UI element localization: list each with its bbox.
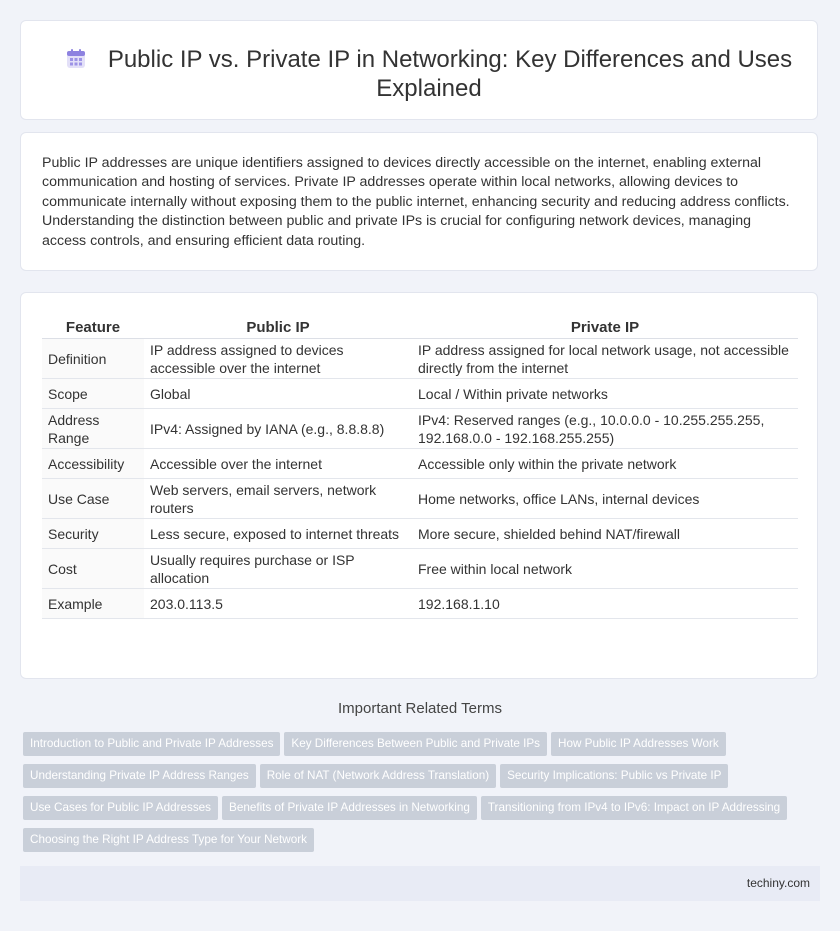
footer-site-link[interactable]: techiny.com — [746, 876, 810, 890]
comparison-table — [42, 314, 798, 619]
private-cell: 192.168.1.10 — [412, 589, 798, 619]
table-row — [42, 589, 798, 619]
calendar-icon — [66, 48, 86, 70]
feature-cell: Address Range — [42, 409, 144, 449]
table-row — [42, 519, 798, 549]
private-cell: IP address assigned for local network usage, not accessible directly from the internet — [412, 339, 798, 379]
feature-cell: Accessibility — [42, 449, 144, 479]
public-cell: Global — [144, 379, 412, 409]
related-term-link[interactable]: Understanding Private IP Address Ranges — [23, 764, 256, 788]
public-cell: Accessible over the internet — [144, 449, 412, 479]
public-cell: Web servers, email servers, network routers — [144, 479, 412, 519]
feature-cell: Use Case — [42, 479, 144, 519]
page-title-wrap — [61, 45, 797, 103]
related-term-link[interactable]: Transitioning from IPv4 to IPv6: Impact on IP Addressing — [481, 796, 787, 820]
header-feature: Feature — [42, 314, 144, 339]
private-cell: Local / Within private networks — [412, 379, 798, 409]
table-row — [42, 339, 798, 379]
intro-paragraph: Public IP addresses are unique identifiers assigned to devices directly accessible on the internet, enabling external communication and hosting of services. Private IP addresses operate within local networks, allowing devices to communicate internally without exposing them to the public internet, enhancing security and reducing address conflicts. Understanding the distinction between public and private IPs is crucial for configuring network devices, managing access controls, and ensuring efficient data routing. — [42, 155, 790, 249]
feature-cell: Security — [42, 519, 144, 549]
related-terms-title: Important Related Terms — [338, 700, 502, 717]
private-cell: Home networks, office LANs, internal devices — [412, 479, 798, 519]
table-header-row — [42, 314, 798, 339]
comparison-card — [20, 292, 818, 679]
feature-cell: Definition — [42, 339, 144, 379]
private-cell: More secure, shielded behind NAT/firewall — [412, 519, 798, 549]
feature-cell: Cost — [42, 549, 144, 589]
related-term-link[interactable]: Key Differences Between Public and Private IPs — [284, 732, 547, 756]
related-term-link[interactable]: Security Implications: Public vs Private IP — [500, 764, 728, 788]
table-row — [42, 379, 798, 409]
public-cell: 203.0.113.5 — [144, 589, 412, 619]
related-terms-list — [23, 732, 823, 860]
private-cell: Free within local network — [412, 549, 798, 589]
related-term-link[interactable]: Introduction to Public and Private IP Addresses — [23, 732, 280, 756]
private-cell: Accessible only within the private network — [412, 449, 798, 479]
table-row — [42, 549, 798, 589]
table-row — [42, 449, 798, 479]
header-card — [20, 20, 818, 120]
intro-card — [20, 132, 818, 271]
header-public-ip: Public IP — [144, 314, 412, 339]
related-term-link[interactable]: Use Cases for Public IP Addresses — [23, 796, 218, 820]
public-cell: Less secure, exposed to internet threats — [144, 519, 412, 549]
feature-cell: Example — [42, 589, 144, 619]
public-cell: IPv4: Assigned by IANA (e.g., 8.8.8.8) — [144, 409, 412, 449]
private-cell: IPv4: Reserved ranges (e.g., 10.0.0.0 - 10.255.255.255, 192.168.0.0 - 192.168.255.255) — [412, 409, 798, 449]
related-term-link[interactable]: Choosing the Right IP Address Type for Your Network — [23, 828, 314, 852]
related-term-link[interactable]: Role of NAT (Network Address Translation) — [260, 764, 496, 788]
related-term-link[interactable]: How Public IP Addresses Work — [551, 732, 726, 756]
public-cell: IP address assigned to devices accessible over the internet — [144, 339, 412, 379]
page-title: Public IP vs. Private IP in Networking: Key Differences and Uses Explained — [107, 46, 793, 102]
header-private-ip: Private IP — [412, 314, 798, 339]
table-row — [42, 409, 798, 449]
table-row — [42, 479, 798, 519]
feature-cell: Scope — [42, 379, 144, 409]
footer-bar — [20, 866, 820, 901]
related-term-link[interactable]: Benefits of Private IP Addresses in Networking — [222, 796, 477, 820]
public-cell: Usually requires purchase or ISP allocation — [144, 549, 412, 589]
